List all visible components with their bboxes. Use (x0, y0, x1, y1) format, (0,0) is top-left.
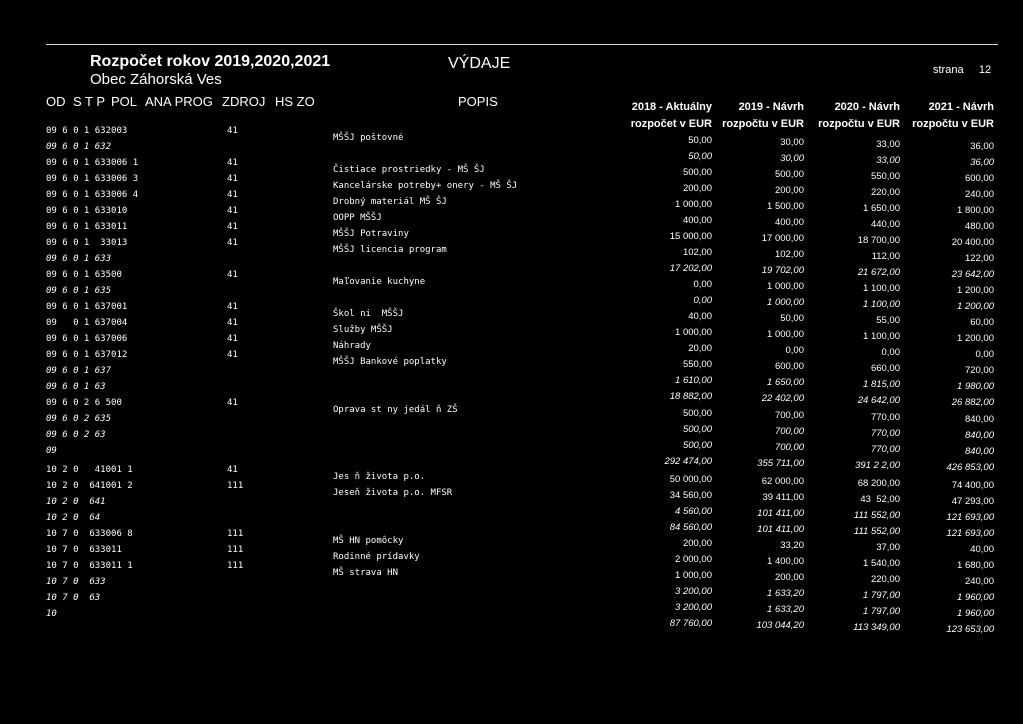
year-col-title-1: 2019 - Návrh (738, 101, 804, 113)
header-anaprog: ANA PROG (145, 94, 213, 109)
row-zdroj: 111 (227, 529, 244, 539)
row-popis: MŠŠJ Potraviny (333, 229, 409, 239)
value-cell: 24 642,00 (857, 395, 900, 406)
municipality-name: Obec Záhorská Ves (90, 71, 222, 88)
value-cell: 720,00 (964, 365, 994, 376)
value-cell: 102,00 (774, 249, 804, 260)
value-cell: 30,00 (780, 137, 804, 148)
row-zdroj: 41 (227, 302, 238, 312)
value-cell: 700,00 (774, 442, 804, 453)
value-cell: 15 000,00 (669, 231, 712, 242)
value-cell: 1 633,20 (767, 604, 804, 615)
value-cell: 4 560,00 (675, 506, 712, 517)
value-cell: 18 700,00 (857, 235, 900, 246)
row-code: 09 6 0 1 33013 (46, 238, 128, 248)
row-code: 09 6 0 1 633006 4 (46, 190, 139, 200)
row-code: 10 7 0 63 (46, 593, 101, 603)
value-cell: 20 400,00 (951, 237, 994, 248)
value-cell: 1 610,00 (675, 375, 712, 386)
row-code: 09 6 0 2 63 (46, 430, 106, 440)
value-cell: 33,20 (780, 540, 804, 551)
value-cell: 0,00 (881, 347, 900, 358)
value-cell: 840,00 (964, 430, 994, 441)
value-cell: 40,00 (688, 311, 712, 322)
value-cell: 1 960,00 (957, 592, 994, 603)
value-cell: 840,00 (964, 446, 994, 457)
top-rule (46, 44, 998, 45)
row-code: 09 6 0 1 637 (46, 366, 112, 376)
row-popis: Náhrady (333, 341, 371, 351)
row-zdroj: 41 (227, 238, 238, 248)
row-code: 09 6 0 1 63 (46, 382, 106, 392)
value-cell: 20,00 (688, 343, 712, 354)
value-cell: 1 400,00 (767, 556, 804, 567)
value-cell: 1 000,00 (767, 281, 804, 292)
page-label: strana (933, 64, 964, 76)
value-cell: 500,00 (682, 408, 712, 419)
value-cell: 0,00 (693, 295, 712, 306)
value-cell: 84 560,00 (669, 522, 712, 533)
row-popis: MŠŠJ poštovné (333, 133, 404, 143)
value-cell: 1 000,00 (675, 570, 712, 581)
page-indicator (933, 64, 991, 76)
header-stp: S T P (73, 94, 106, 109)
value-cell: 1 800,00 (957, 205, 994, 216)
row-zdroj: 41 (227, 334, 238, 344)
value-cell: 1 960,00 (957, 608, 994, 619)
row-popis: Jes ň života p.o. (333, 472, 426, 482)
value-cell: 34 560,00 (669, 490, 712, 501)
value-cell: 87 760,00 (669, 618, 712, 629)
value-cell: 200,00 (774, 185, 804, 196)
value-cell: 39 411,00 (762, 492, 804, 503)
row-code: 09 6 0 1 632003 (46, 126, 128, 136)
value-cell: 33,00 (876, 139, 900, 150)
value-cell: 1 100,00 (863, 331, 900, 342)
row-code: 10 (46, 609, 57, 619)
row-code: 09 6 0 1 633011 (46, 222, 128, 232)
year-col-subtitle-2: rozpočtu v EUR (818, 118, 900, 130)
row-code: 09 6 0 1 633010 (46, 206, 128, 216)
value-cell: 1 500,00 (767, 201, 804, 212)
value-cell: 18 882,00 (669, 391, 712, 402)
value-cell: 770,00 (870, 444, 900, 455)
value-cell: 480,00 (964, 221, 994, 232)
row-zdroj: 41 (227, 318, 238, 328)
value-cell: 426 853,00 (946, 462, 994, 473)
row-zdroj: 41 (227, 174, 238, 184)
row-popis: MŠŠJ Bankové poplatky (333, 357, 447, 367)
row-code: 10 7 0 633006 8 (46, 529, 133, 539)
row-code: 10 2 0 41001 1 (46, 465, 133, 475)
row-popis: Služby MŠŠJ (333, 325, 393, 335)
value-cell: 400,00 (682, 215, 712, 226)
row-popis: MŠ HN pomôcky (333, 536, 404, 546)
value-cell: 1 100,00 (863, 283, 900, 294)
row-popis: Rodinné prídavky (333, 552, 420, 562)
value-cell: 1 200,00 (957, 285, 994, 296)
row-code: 09 6 0 1 632 (46, 142, 112, 152)
row-popis: MŠŠJ licencia program (333, 245, 447, 255)
value-cell: 123 653,00 (946, 624, 994, 635)
row-zdroj: 41 (227, 350, 238, 360)
value-cell: 1 200,00 (957, 333, 994, 344)
value-cell: 50,00 (688, 151, 712, 162)
row-code: 09 (46, 446, 57, 456)
value-cell: 30,00 (780, 153, 804, 164)
value-cell: 1 650,00 (767, 377, 804, 388)
value-cell: 21 672,00 (857, 267, 900, 278)
value-cell: 23 642,00 (951, 269, 994, 280)
row-popis: Drobný materiál MŠ ŠJ (333, 197, 447, 207)
value-cell: 121 693,00 (946, 512, 994, 523)
value-cell: 240,00 (964, 189, 994, 200)
row-zdroj: 41 (227, 126, 238, 136)
value-cell: 26 882,00 (951, 397, 994, 408)
value-cell: 111 552,00 (853, 526, 900, 537)
header-pol: POL (111, 94, 138, 109)
value-cell: 1 000,00 (675, 327, 712, 338)
value-cell: 112,00 (871, 251, 900, 262)
row-popis: Oprava st ny jedál ň ZŠ (333, 405, 458, 415)
value-cell: 0,00 (693, 279, 712, 290)
value-cell: 200,00 (774, 572, 804, 583)
header-hszo: HS ZO (275, 94, 315, 109)
value-cell: 1 680,00 (957, 560, 994, 571)
value-cell: 40,00 (970, 544, 994, 555)
value-cell: 36,00 (970, 141, 994, 152)
value-cell: 47 293,00 (951, 496, 994, 507)
value-cell: 500,00 (682, 440, 712, 451)
row-code: 09 6 0 1 63500 (46, 270, 122, 280)
year-col-title-3: 2021 - Návrh (928, 101, 994, 113)
value-cell: 36,00 (970, 157, 994, 168)
value-cell: 292 474,00 (664, 456, 712, 467)
row-code: 09 6 0 1 635 (46, 286, 112, 296)
value-cell: 113 349,00 (853, 622, 900, 633)
row-popis: Škol ni MŠŠJ (333, 309, 404, 319)
value-cell: 3 200,00 (675, 586, 712, 597)
row-code: 09 6 0 1 637001 (46, 302, 128, 312)
row-code: 10 2 0 641001 2 (46, 481, 133, 491)
value-cell: 200,00 (682, 538, 712, 549)
row-code: 10 2 0 64 (46, 513, 101, 523)
value-cell: 1 540,00 (863, 558, 900, 569)
row-code: 09 6 0 1 633006 3 (46, 174, 139, 184)
row-code: 09 6 0 1 633 (46, 254, 112, 264)
value-cell: 111 552,00 (853, 510, 900, 521)
value-cell: 550,00 (682, 359, 712, 370)
year-col-subtitle-3: rozpočtu v EUR (912, 118, 994, 130)
row-code: 10 2 0 641 (46, 497, 106, 507)
value-cell: 770,00 (870, 428, 900, 439)
row-popis: OOPP MŠŠJ (333, 213, 382, 223)
value-cell: 101 411,00 (757, 508, 804, 519)
row-zdroj: 41 (227, 465, 238, 475)
value-cell: 770,00 (870, 412, 900, 423)
row-zdroj: 41 (227, 222, 238, 232)
value-cell: 55,00 (876, 315, 900, 326)
value-cell: 102,00 (682, 247, 712, 258)
row-code: 09 6 0 1 637006 (46, 334, 128, 344)
row-code: 09 6 0 1 633006 1 (46, 158, 139, 168)
row-zdroj: 41 (227, 190, 238, 200)
value-cell: 17 202,00 (669, 263, 712, 274)
row-zdroj: 41 (227, 398, 238, 408)
row-code: 09 6 0 2 6 500 (46, 398, 122, 408)
row-code: 09 6 0 2 635 (46, 414, 112, 424)
value-cell: 500,00 (682, 424, 712, 435)
value-cell: 700,00 (774, 410, 804, 421)
value-cell: 840,00 (964, 414, 994, 425)
value-cell: 1 000,00 (767, 329, 804, 340)
value-cell: 1 633,20 (767, 588, 804, 599)
value-cell: 550,00 (870, 171, 900, 182)
year-col-subtitle-1: rozpočtu v EUR (722, 118, 804, 130)
row-zdroj: 111 (227, 561, 244, 571)
row-popis: Čistiace prostriedky - MŠ ŠJ (333, 165, 485, 175)
value-cell: 122,00 (964, 253, 994, 264)
value-cell: 1 200,00 (957, 301, 994, 312)
value-cell: 0,00 (975, 349, 994, 360)
row-zdroj: 111 (227, 545, 244, 555)
row-zdroj: 41 (227, 206, 238, 216)
value-cell: 50,00 (688, 135, 712, 146)
value-cell: 22 402,00 (761, 393, 804, 404)
value-cell: 74 400,00 (951, 480, 994, 491)
value-cell: 0,00 (785, 345, 804, 356)
value-cell: 33,00 (876, 155, 900, 166)
row-code: 10 7 0 633011 1 (46, 561, 133, 571)
value-cell: 220,00 (870, 574, 900, 585)
value-cell: 1 100,00 (863, 299, 900, 310)
value-cell: 391 2 2,00 (855, 460, 900, 471)
value-cell: 60,00 (970, 317, 994, 328)
row-popis: Jeseň života p.o. MFSR (333, 488, 453, 498)
row-popis: MŠ strava HN (333, 568, 399, 578)
value-cell: 1 815,00 (863, 379, 900, 390)
value-cell: 220,00 (870, 187, 900, 198)
value-cell: 400,00 (774, 217, 804, 228)
value-cell: 1 797,00 (863, 590, 900, 601)
section-title: VÝDAJE (448, 55, 511, 72)
year-col-title-0: 2018 - Aktuálny (631, 101, 712, 113)
row-zdroj: 41 (227, 158, 238, 168)
row-code: 10 7 0 633 (46, 577, 106, 587)
value-cell: 62 000,00 (761, 476, 804, 487)
year-col-title-2: 2020 - Návrh (834, 101, 900, 113)
value-cell: 355 711,00 (757, 458, 804, 469)
year-col-subtitle-0: rozpočet v EUR (630, 118, 712, 130)
value-cell: 68 200,00 (857, 478, 900, 489)
row-popis: Kancelárske potreby+ onery - MŠ ŠJ (333, 181, 518, 191)
row-code: 09 6 0 1 637012 (46, 350, 128, 360)
value-cell: 500,00 (682, 167, 712, 178)
value-cell: 50,00 (780, 313, 804, 324)
header-popis: POPIS (458, 94, 498, 109)
value-cell: 121 693,00 (946, 528, 994, 539)
value-cell: 37,00 (876, 542, 900, 553)
value-cell: 19 702,00 (761, 265, 804, 276)
value-cell: 1 650,00 (863, 203, 900, 214)
value-cell: 1 980,00 (957, 381, 994, 392)
value-cell: 43 52,00 (860, 494, 900, 505)
value-cell: 1 000,00 (675, 199, 712, 210)
header-od: OD (46, 94, 66, 109)
value-cell: 440,00 (870, 219, 900, 230)
value-cell: 700,00 (774, 426, 804, 437)
value-cell: 600,00 (774, 361, 804, 372)
value-cell: 103 044,20 (756, 620, 804, 631)
row-code: 09 0 1 637004 (46, 318, 128, 328)
value-cell: 2 000,00 (675, 554, 712, 565)
value-cell: 500,00 (774, 169, 804, 180)
value-cell: 1 000,00 (767, 297, 804, 308)
row-zdroj: 41 (227, 270, 238, 280)
header-zdroj: ZDROJ (222, 94, 266, 109)
page-number: 12 (978, 64, 992, 76)
row-popis: Maľovanie kuchyne (333, 277, 426, 287)
value-cell: 200,00 (682, 183, 712, 194)
value-cell: 101 411,00 (757, 524, 804, 535)
value-cell: 3 200,00 (675, 602, 712, 613)
value-cell: 17 000,00 (761, 233, 804, 244)
value-cell: 240,00 (964, 576, 994, 587)
row-code: 10 7 0 633011 (46, 545, 122, 555)
value-cell: 660,00 (870, 363, 900, 374)
value-cell: 1 797,00 (863, 606, 900, 617)
value-cell: 50 000,00 (669, 474, 712, 485)
row-zdroj: 111 (227, 481, 244, 491)
value-cell: 600,00 (964, 173, 994, 184)
report-title: Rozpočet rokov 2019,2020,2021 (90, 53, 331, 70)
